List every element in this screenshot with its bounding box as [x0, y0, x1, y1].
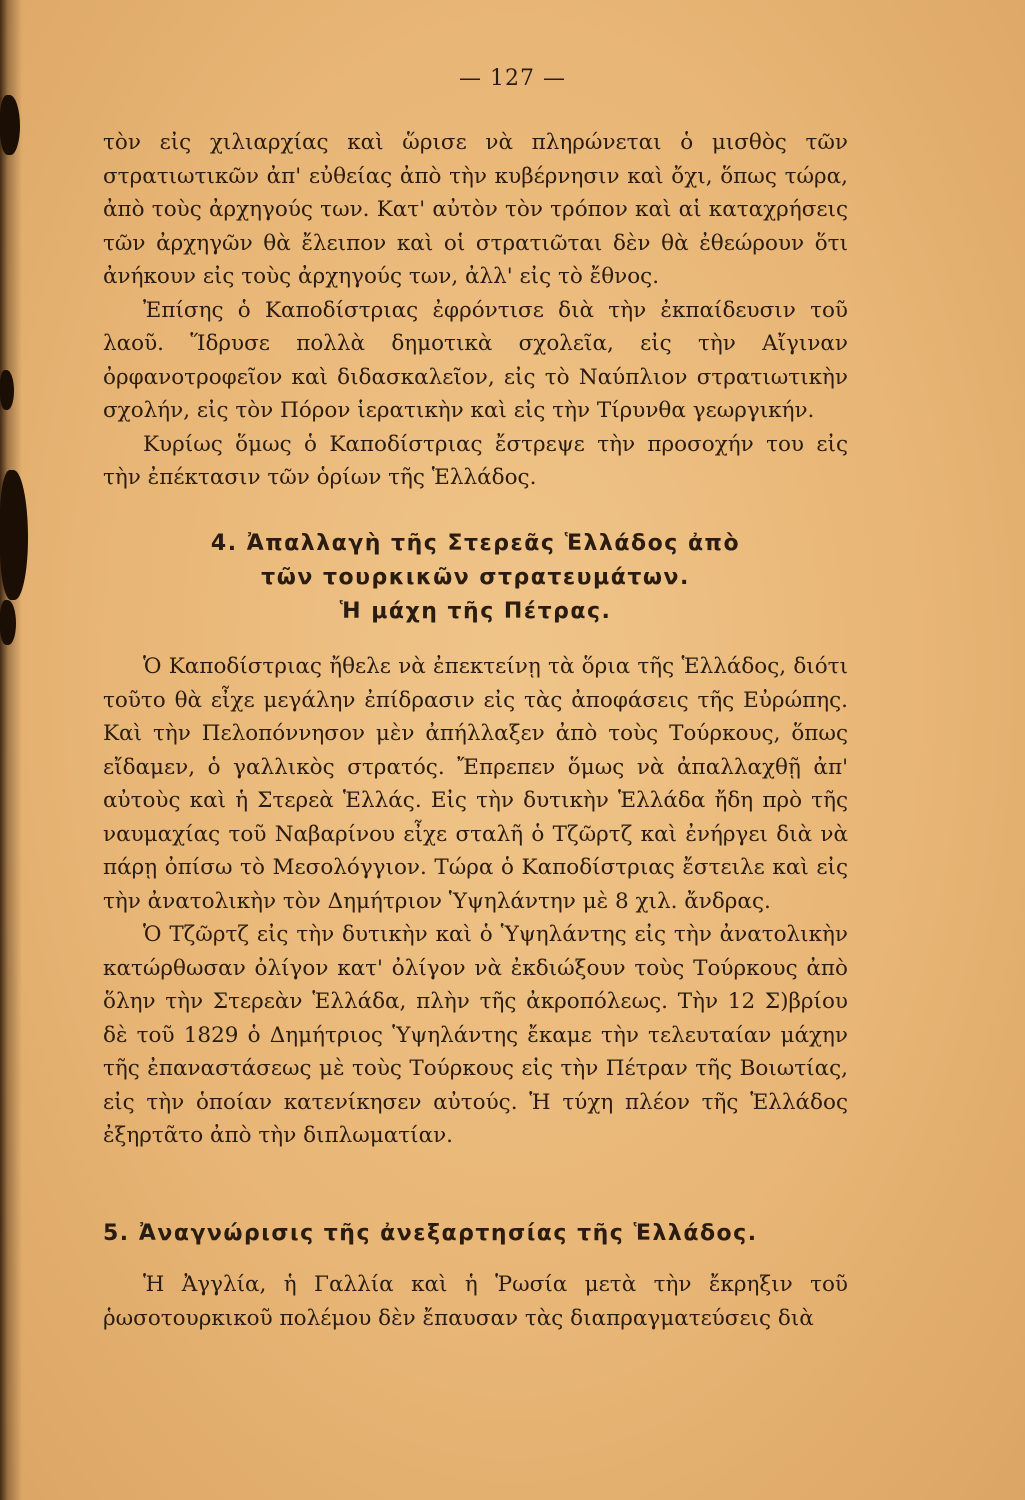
burn-mark	[0, 95, 20, 155]
burn-mark	[0, 370, 14, 410]
heading-line: τῶν τουρκικῶν στρατευμάτων.	[261, 565, 690, 590]
section-4-heading	[103, 527, 848, 629]
section-4-text	[103, 650, 848, 1153]
page-number: — 127 —	[459, 66, 566, 91]
paragraph: Ἡ Ἀγγλία, ἡ Γαλλία καὶ ἡ Ῥωσία μετὰ τὴν ἔκρηξιν τοῦ ῥωσοτουρκικοῦ πολέμου δὲν ἔπαυσαν τὰς διαπραγματεύσεις διὰ	[103, 1272, 848, 1331]
burn-mark	[0, 600, 16, 645]
paragraph: Ἐπίσης ὁ Καποδίστριας ἐφρόντισε διὰ τὴν ἐκπαίδευσιν τοῦ λαοῦ. Ἵδρυσε πολλὰ δημοτικὰ σχολεῖα, εἰς τὴν Αἴγιναν ὀρφανοτροφεῖον καὶ διδασκαλεῖον, εἰς τὸ Ναύπλιον στρατιωτικὴν σχολήν, εἰς τὸν Πόρον ἱερατικὴν καὶ εἰς τὴν Τίρυνθα γεωργικήν.	[103, 297, 848, 423]
paragraph: τὸν εἰς χιλιαρχίας καὶ ὥρισε νὰ πληρώνεται ὁ μισθὸς τῶν στρατιωτικῶν ἀπ' εὐθείας ἀπὸ τὴν κυβέρνησιν καὶ ὄχι, ὅπως τώρα, ἀπὸ τοὺς ἀρχηγούς των. Κατ' αὐτὸν τὸν τρόπον καὶ αἱ καταχρήσεις τῶν ἀρχηγῶν θὰ ἔλειπον καὶ οἱ στρατιῶται δὲν θὰ ἐθεώρουν ὅτι ἀνήκουν εἰς τοὺς ἀρχηγούς των, ἀλλ' εἰς τὸ ἔθνος.	[103, 130, 848, 289]
paragraph: Ὁ Τζῶρτζ εἰς τὴν δυτικὴν καὶ ὁ Ὑψηλάντης εἰς τὴν ἀνατολικὴν κατώρθωσαν ὀλίγον κατ' ὀλίγον νὰ ἐκδιώξουν τοὺς Τούρκους ἀπὸ ὅλην τὴν Στερεὰν Ἑλλάδα, πλὴν τῆς ἀκροπόλεως. Τὴν 12 Σ)βρίου δὲ τοῦ 1829 ὁ Δημήτριος Ὑψηλάντης ἔκαμε τὴν τελευταίαν μάχην τῆς ἐπαναστάσεως μὲ τοὺς Τούρκους εἰς τὴν Πέτραν τῆς Βοιωτίας, εἰς τὴν ὁποίαν κατενίκησεν αὐτούς. Ἡ τύχη πλέον τῆς Ἑλλάδος ἐξηρτᾶτο ἀπὸ τὴν διπλωματίαν.	[103, 922, 848, 1148]
paragraph: Ὁ Καποδίστριας ἤθελε νὰ ἐπεκτείνῃ τὰ ὅρια τῆς Ἑλλάδος, διότι τοῦτο θὰ εἶχε μεγάλην ἐπίδρασιν εἰς τὰς ἀποφάσεις τῆς Εὐρώπης. Καὶ τὴν Πελοπόννησον μὲν ἀπήλλαξεν ἀπὸ τοὺς Τούρκους, ὅπως εἴδαμεν, ὁ γαλλικὸς στρατός. Ἔπρεπεν ὅμως νὰ ἀπαλλαχθῇ ἀπ' αὐτοὺς καὶ ἡ Στερεὰ Ἑλλάς. Εἰς τὴν δυτικὴν Ἑλλάδα ἤδη πρὸ τῆς ναυμαχίας τοῦ Ναβαρίνου εἶχε σταλῆ ὁ Τζῶρτζ καὶ ἐνήργει διὰ νὰ πάρῃ ὀπίσω τὸ Μεσολόγγιον. Τώρα ὁ Καποδίστριας ἔστειλε καὶ εἰς τὴν ἀνατολικὴν τὸν Δημήτριον Ὑψηλάντην μὲ 8 χιλ. ἄνδρας.	[103, 654, 848, 914]
section-5-heading: 5. Ἀναγνώρισις τῆς ἀνεξαρτησίας τῆς Ἑλλάδος.	[103, 1221, 758, 1246]
heading-line: 4. Ἀπαλλαγὴ τῆς Στερεᾶς Ἑλλάδος ἀπὸ	[210, 531, 741, 556]
heading-line: Ἡ μάχη τῆς Πέτρας.	[339, 599, 612, 624]
burn-mark	[0, 470, 28, 600]
paragraph: Κυρίως ὅμως ὁ Καποδίστριας ἔστρεψε τὴν προσοχήν του εἰς τὴν ἐπέκτασιν τῶν ὁρίων τῆς Ἑλλάδος.	[103, 431, 848, 490]
section-5-text	[103, 1268, 848, 1335]
intro-text	[103, 126, 848, 495]
torn-left-edge	[0, 0, 22, 1500]
